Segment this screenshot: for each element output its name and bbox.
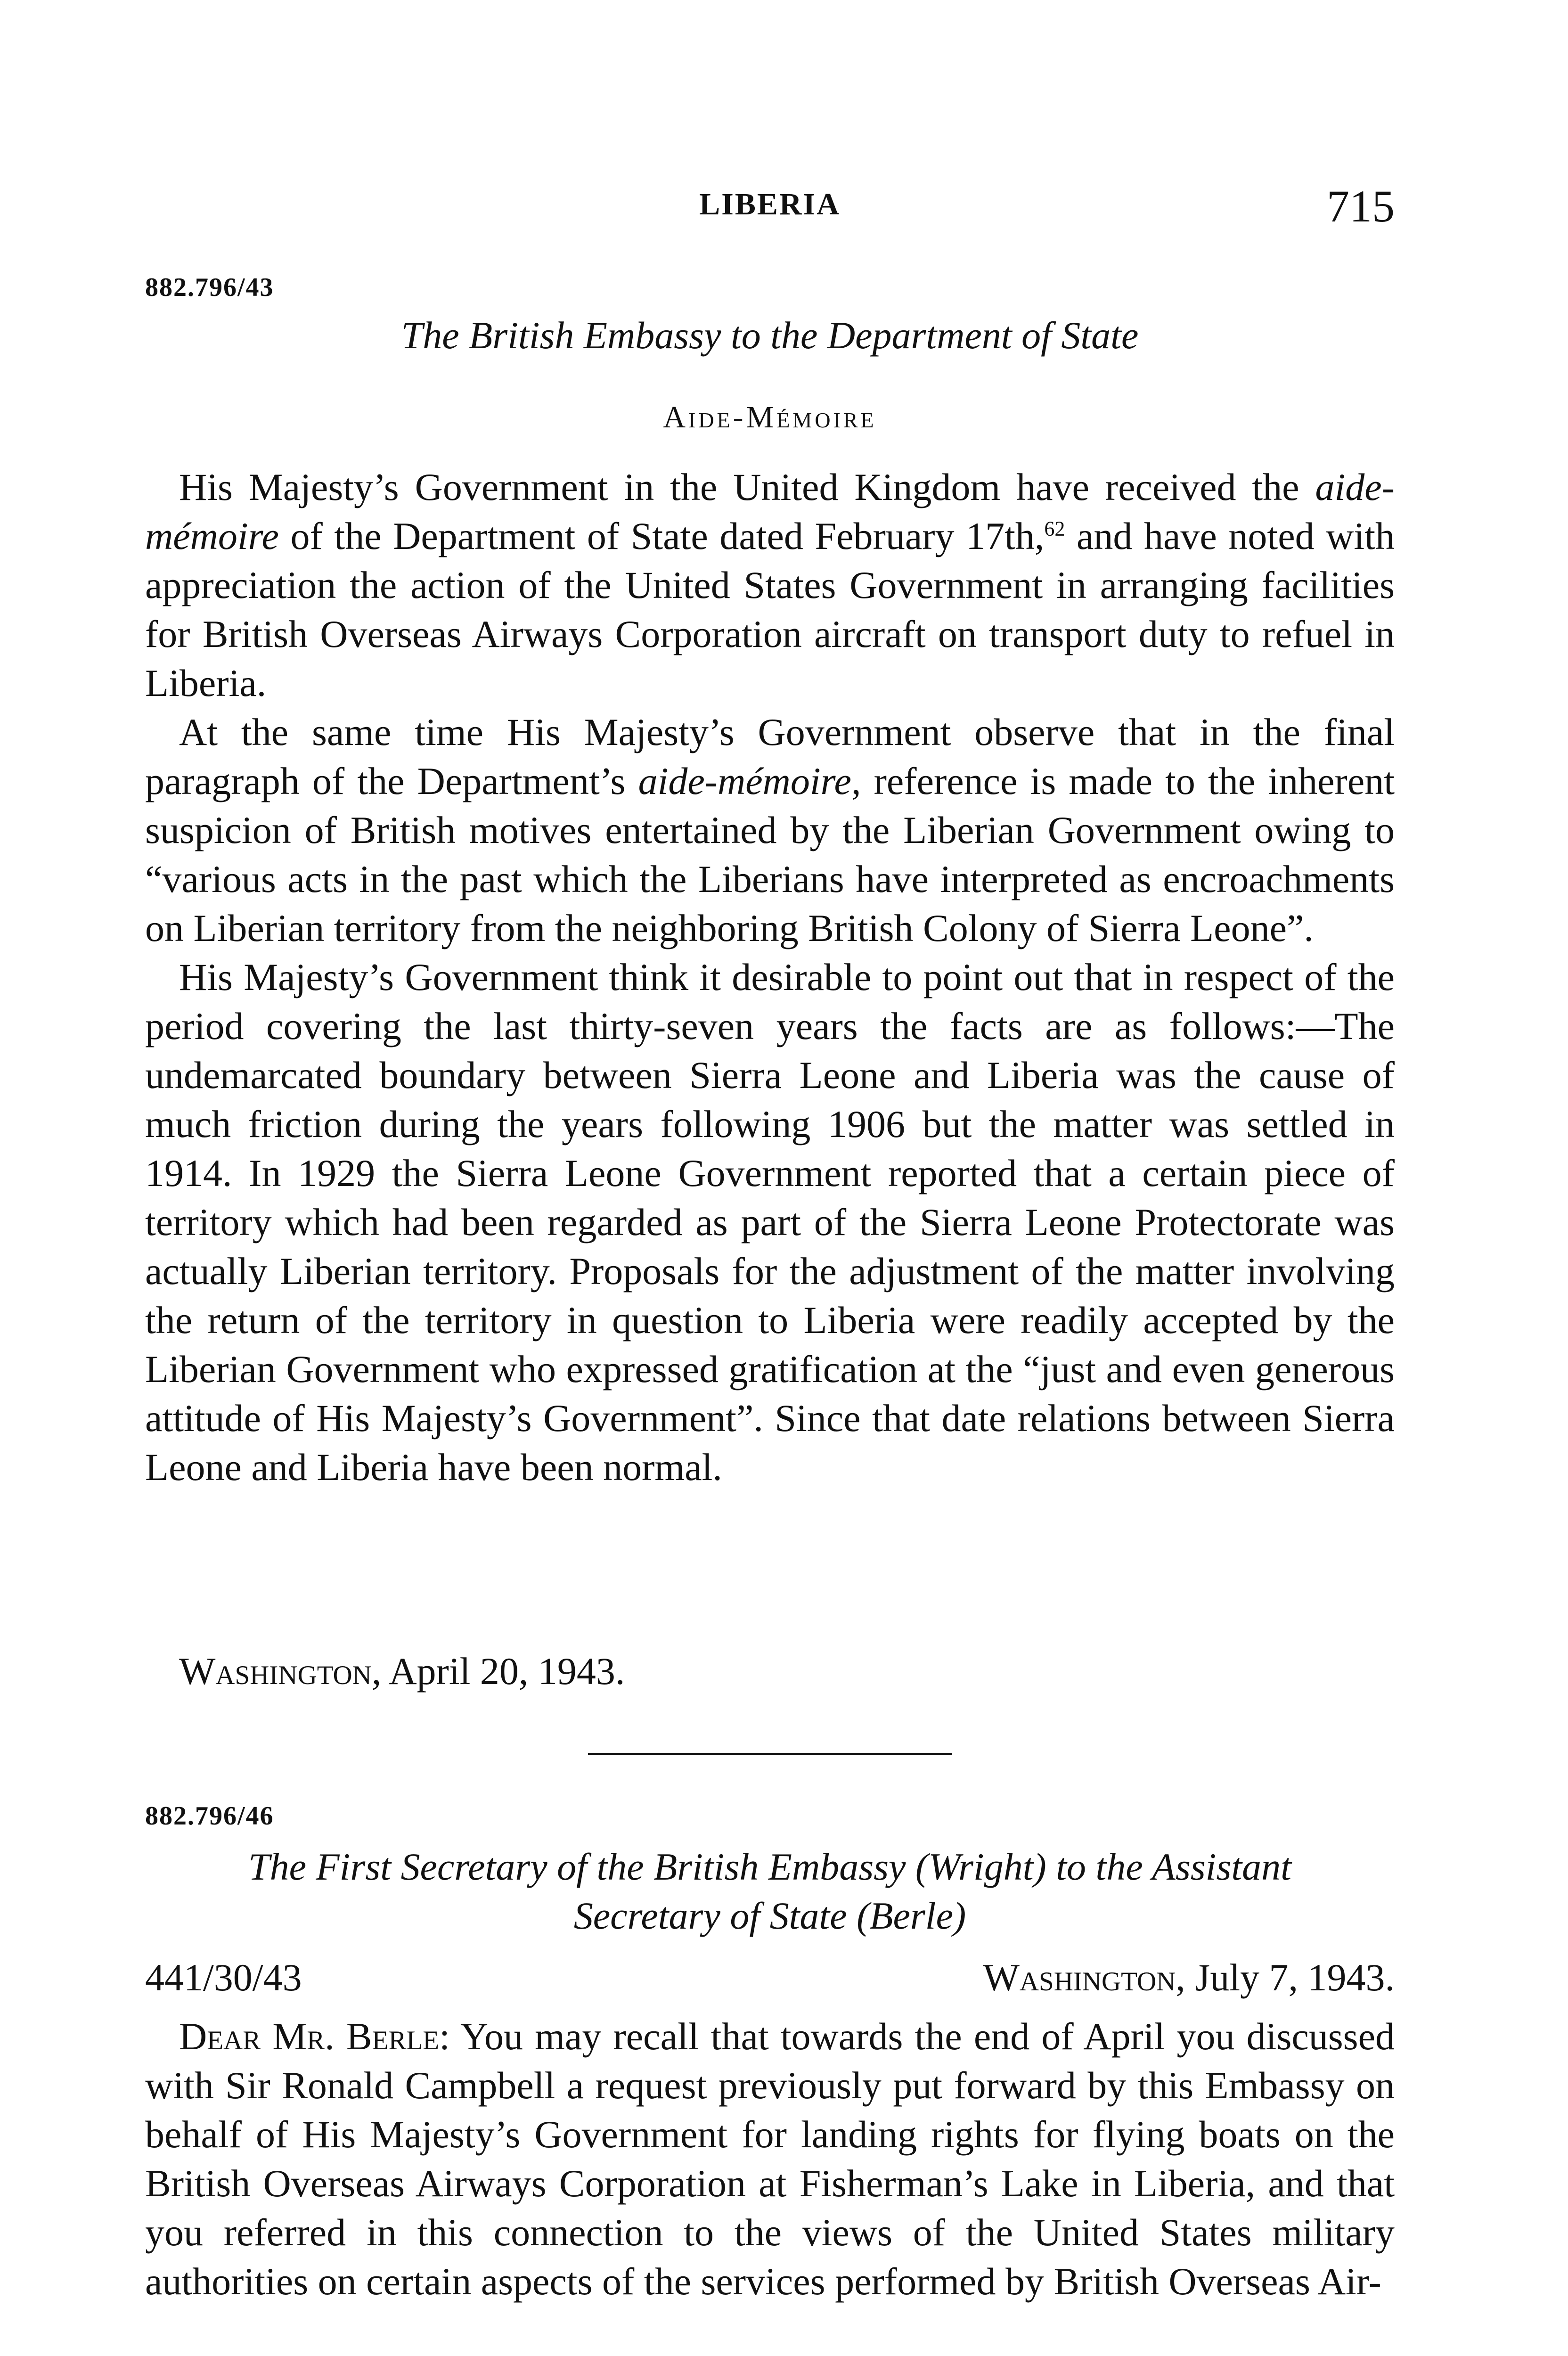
paragraph <box>145 708 1395 953</box>
paragraph <box>145 2012 1395 2306</box>
place-date <box>179 1649 625 1693</box>
file-number: 882.796/43 <box>145 273 274 302</box>
footnote-reference: 62 <box>1044 517 1065 540</box>
paragraph <box>145 463 1395 708</box>
place-date <box>983 1955 1395 2000</box>
document-page <box>145 0 1395 2356</box>
document-heading: The British Embassy to the Department of State <box>401 314 1139 357</box>
heading-line: Secretary of State (Berle) <box>573 1894 966 1937</box>
running-head <box>145 180 1395 232</box>
date: , April 20, 1943. <box>371 1650 625 1693</box>
date: , July 7, 1943. <box>1176 1956 1395 1999</box>
reference-line <box>145 1955 1395 2000</box>
paragraph: His Majesty’s Government think it desirable to point out that in respect of the period covering the last thirty-seven years the facts are as follows:—The undemarcated boundary between Sierra Leone and Liberia was the cause of much friction during the years following 1906 but the matter was settled in 1914. In 1929 the Sierra Leone Government reported that a certain piece of territory which had been regarded as part of the Sierra Leone Protectorate was actually Liberian territory. Proposals for the adjustment of the matter involving the return of the territory in question to Liberia were readily accepted by the Liberian Government who expressed gratification at the “just and even generous attitude of His Majesty’s Government”. Since that date relations between Sierra Leone and Liberia have been normal. <box>145 956 1395 1489</box>
place: Washington <box>179 1650 372 1693</box>
text-run: At the same time His Majesty’s Government observe that in the final paragraph of the Department’s <box>145 711 1395 802</box>
file-number: 882.796/46 <box>145 1801 274 1831</box>
document-heading <box>145 1842 1395 1940</box>
place: Washington <box>983 1956 1176 1999</box>
italic-term: aide-mémoire <box>638 760 851 802</box>
salutation: Dear Mr. Berle <box>179 2015 440 2058</box>
italic-term: aide-mémoire <box>145 466 1395 557</box>
heading-line: The First Secretary of the British Embassy (Wright) to the Assistant <box>248 1845 1291 1888</box>
text-run: , reference is made to the inherent suspicion of British motives entertained by the Liberian Government owing to “various acts in the past which the Liberians have interpreted as encroachments on Liberian territory from the neighboring British Colony of Sierra Leone”. <box>145 760 1395 949</box>
reference-number: 441/30/43 <box>145 1956 302 1999</box>
text-run: and have noted with appreciation the action of the United States Government in arranging facilities for British Overseas Airways Corporation aircraft on transport duty to refuel in Liberia. <box>145 515 1395 704</box>
text-run: : You may recall that towards the end of April you discussed with Sir Ronald Campbell a request previously put forward by this Embassy on behalf of His Majesty’s Government for landing rights for flying boats on the British Overseas Airways Corporation at Fisherman’s Lake in Liberia, and that you referred in this connection to the views of the United States military authorities on certain aspects of the services performed by British Overseas Air- <box>145 2015 1395 2303</box>
text-run: of the Department of State dated February 17th, <box>278 515 1045 557</box>
document-body <box>145 463 1395 1492</box>
section-divider <box>588 1753 952 1755</box>
running-title: LIBERIA <box>699 187 841 221</box>
page-number: 715 <box>1327 181 1395 231</box>
document-type: Aide-Mémoire <box>663 400 877 434</box>
text-run: His Majesty’s Government in the United Kingdom have received the <box>179 466 1315 508</box>
letter-body <box>145 2012 1395 2306</box>
